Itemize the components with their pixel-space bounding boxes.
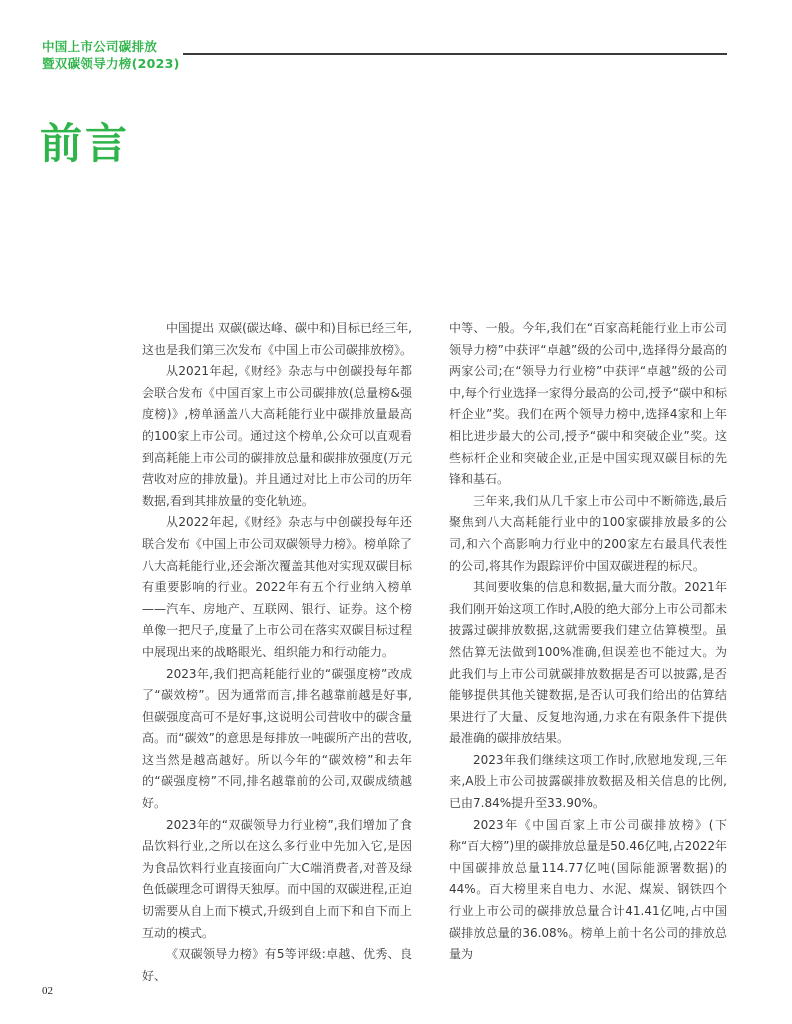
page-title: 前言 — [40, 119, 131, 168]
header-divider — [183, 53, 727, 55]
paragraph: 《双碳领导力榜》有5等评级:卓越、优秀、良好、 — [142, 947, 412, 983]
paragraph: 中国提出 双碳(碳达峰、碳中和)目标已经三年,这也是我们第三次发布《中国上市公司碳排放榜》。 — [142, 321, 412, 357]
paragraph: 2023年《中国百家上市公司碳排放榜》(下称“百大榜”)里的碳排放总量是50.46亿吨,占2022年中国碳排放总量114.77亿吨(国际能源署数据)的44%。百大榜里来自电力、水泥、煤炭、钢铁四个行业上市公司的碳排放总量合计41.41亿吨,占中国碳排放总量的36.08%。榜单上前十名公司的排放总量为 — [449, 817, 727, 962]
report-title-line-2: 暨双碳领导力榜(2023) — [42, 56, 180, 71]
paragraph: 从2021年起,《财经》杂志与中创碳投每年都会联合发布《中国百家上市公司碳排放(总量榜&强度榜)》,榜单涵盖八大高耗能行业中碳排放量最高的100家上市公司。通过这个榜单,公众可以直观看到高耗能上市公司的碳排放总量和碳排放强度(万元营收对应的排放量)。并且通过对比上市公司的历年数据,看到其排放量的变化轨迹。 — [142, 364, 412, 508]
page-number: 02 — [42, 985, 53, 997]
paragraph: 2023年我们继续这项工作时,欣慰地发现,三年来,A股上市公司披露碳排放数据及相关信息的比例,已由7.84%提升至33.90%。 — [449, 752, 727, 811]
paragraph: 2023年,我们把高耗能行业的“碳强度榜”改成了“碳效榜”。因为通常而言,排名越靠前越是好事,但碳强度高可不是好事,这说明公司营收中的碳含量高。而“碳效”的意思是每排放一吨碳所产出的营收,这当然是越高越好。所以今年的“碳效榜”和去年的“碳强度榜”不同,排名越靠前的公司,双碳成绩越好。 — [142, 666, 412, 811]
paragraph: 三年来,我们从几千家上市公司中不断筛选,最后聚焦到八大高耗能行业中的100家碳排放最多的公司,和六个高影响力行业中的200家左右最具代表性的公司,将其作为跟踪评价中国双碳进程的标尺。 — [449, 493, 727, 573]
paragraph: 从2022年起,《财经》杂志与中创碳投每年还联合发布《中国上市公司双碳领导力榜》。榜单除了八大高耗能行业,还会渐次覆盖其他对实现双碳目标有重要影响的行业。2022年有五个行业纳入榜单——汽车、房地产、互联网、银行、证券。这个榜单像一把尺子,度量了上市公司在落实双碳目标过程中展现出来的战略眼光、组织能力和行动能力。 — [142, 515, 412, 659]
paragraph-continued: 中等、一般。今年,我们在“百家高耗能行业上市公司领导力榜”中获评“卓越”级的公司中,选择得分最高的两家公司;在“领导力行业榜”中获评“卓越”级的公司中,每个行业选择一家得分最高的公司,授予“碳中和标杆企业”奖。我们在两个领导力榜中,选择4家和上年相比进步最大的公司,授予“碳中和突破企业”奖。这些标杆企业和突破企业,正是中国实现双碳目标的先锋和基石。 — [449, 321, 727, 487]
report-series-title — [42, 38, 180, 72]
paragraph: 2023年的“双碳领导力行业榜”,我们增加了食品饮料行业,之所以在这么多行业中先加入它,是因为食品饮料行业直接面向广大C端消费者,对普及绿色低碳理念可谓得天独厚。而中国的双碳进程,正迫切需要从自上而下模式,升级到自上而下和自下而上互动的模式。 — [142, 817, 412, 940]
paragraph: 其间要收集的信息和数据,量大而分散。2021年我们刚开始这项工作时,A股的绝大部分上市公司都未披露过碳排放数据,这就需要我们建立估算模型。虽然估算无法做到100%准确,但误差也不能过大。为此我们与上市公司就碳排放数据是否可以披露,是否能够提供其他关键数据,是否认可我们给出的估算结果进行了大量、反复地沟通,力求在有限条件下提供最准确的碳排放结果。 — [449, 580, 727, 746]
report-title-line-1: 中国上市公司碳排放 — [42, 39, 158, 54]
text-column-left — [142, 318, 412, 987]
text-column-right — [449, 318, 727, 966]
